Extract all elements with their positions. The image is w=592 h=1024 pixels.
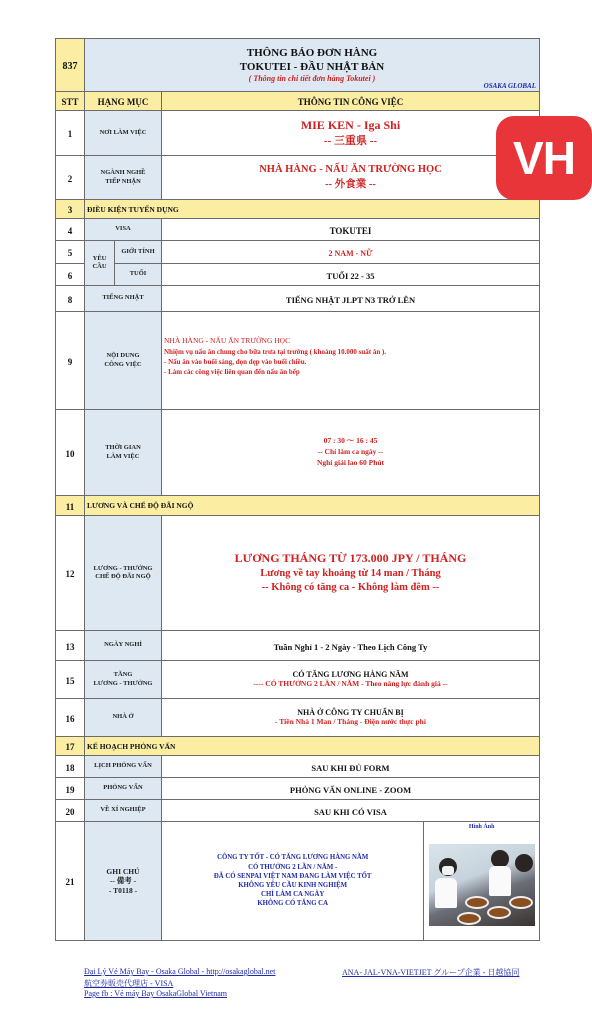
- label-cell: [85, 800, 162, 822]
- value-cell: [162, 241, 540, 264]
- stt-number: 1: [67, 129, 73, 139]
- label-cell: [85, 756, 162, 778]
- category-label-line1: NỘI DUNG: [106, 352, 140, 360]
- stt-cell: [56, 778, 85, 800]
- monthly-salary: LƯƠNG THÁNG TỪ 173.000 JPY / THÁNG: [234, 551, 467, 566]
- section-row: [56, 496, 540, 516]
- label-cell: [85, 410, 162, 496]
- food-plate: [509, 896, 533, 909]
- stt-cell: [56, 241, 85, 264]
- requirement-group-line2: CẦU: [92, 263, 107, 270]
- category-label-line2: LÀM VIỆC: [106, 452, 140, 460]
- value-cell: [162, 312, 540, 410]
- table-row: [56, 286, 540, 312]
- label-cell: [85, 631, 162, 661]
- food-plate: [457, 912, 481, 925]
- value-cell: [162, 778, 540, 800]
- requirement-group-cell: [85, 241, 115, 286]
- entry-timing: SAU KHI CÓ VISA: [314, 806, 387, 817]
- kitchen-photo: [429, 844, 535, 926]
- table-row: [56, 264, 540, 286]
- value-cell: [162, 800, 540, 822]
- notes-block: [162, 853, 423, 908]
- category-label: TUỔI: [129, 270, 147, 278]
- category-label: NƠI LÀM VIỆC: [99, 128, 147, 136]
- category-label: VISA: [115, 225, 131, 233]
- stt-number: 19: [65, 784, 75, 795]
- value-cell: [162, 156, 540, 200]
- industry-jp: -- 外食業 --: [325, 178, 376, 190]
- overtime-note: -- Không có tăng ca - Không làm đêm --: [261, 581, 440, 593]
- label-cell: [85, 699, 162, 737]
- header-title-line2: TOKUTEI - ĐẦU NHẬT BẢN: [239, 60, 385, 73]
- order-sheet: [55, 38, 539, 956]
- section-title: ĐIỀU KIỆN TUYỂN DỤNG: [85, 200, 540, 219]
- table-row: [56, 631, 540, 661]
- housing: NHÀ Ở CÔNG TY CHUẨN BỊ: [297, 707, 404, 717]
- bonus-note: ---- CÓ THƯỞNG 2 LẦN / NĂM - Theo năng lực đánh giá --: [253, 678, 448, 688]
- stt-number: 11: [65, 501, 75, 512]
- job-duty-3: - Làm các công việc liên quan đến nấu ăn bếp: [164, 368, 300, 377]
- category-label-line3: - T0118 -: [108, 885, 138, 895]
- header-title-cell: [85, 39, 540, 92]
- header-subtitle: ( Thông tin chi tiết đơn hàng Tokutei ): [248, 74, 376, 84]
- table-row: [56, 410, 540, 496]
- section-row: [56, 737, 540, 756]
- stt-cell: [56, 200, 85, 219]
- shift-note: -- Chỉ làm ca ngày --: [317, 447, 384, 457]
- header-row: [56, 39, 540, 92]
- note-line: ĐÃ CÓ SENPAI VIỆT NAM ĐANG LÀM VIỆC TỐT: [213, 872, 372, 880]
- stt-number: 16: [65, 713, 75, 724]
- days-off: Tuần Nghỉ 1 - 2 Ngày - Theo Lịch Công Ty: [273, 641, 428, 652]
- stt-number: 9: [67, 356, 73, 367]
- value-cell: [162, 264, 540, 286]
- label-cell: [85, 516, 162, 631]
- category-label-line2: CHẾ ĐỘ ĐÃI NGỘ: [95, 573, 151, 580]
- col-category-label: HẠNG MỤC: [97, 97, 149, 107]
- category-label: VỀ XÍ NGHIỆP: [100, 806, 146, 814]
- value-cell: [162, 410, 540, 496]
- stt-cell: [56, 286, 85, 312]
- value-cell: [162, 286, 540, 312]
- stt-number: 12: [65, 569, 75, 579]
- stt-number: 18: [65, 762, 75, 773]
- stt-cell: [56, 699, 85, 737]
- label-cell: [115, 264, 162, 286]
- child-apron: [489, 866, 511, 896]
- stt-number: 20: [65, 806, 75, 817]
- stt-cell: [56, 264, 85, 286]
- work-location-jp: -- 三重県 --: [323, 134, 378, 147]
- stt-cell: [56, 111, 85, 156]
- note-line: CÓ THƯỞNG 2 LẦN / NĂM -: [248, 863, 338, 871]
- net-salary: Lương về tay khoảng từ 14 man / Tháng: [260, 567, 441, 579]
- stt-cell: [56, 631, 85, 661]
- category-label-line1: GHI CHÚ: [106, 866, 140, 876]
- category-label: TIẾNG NHẬT: [102, 294, 144, 302]
- note-line: CHỈ LÀM CA NGÀY: [261, 891, 325, 899]
- stt-cell: [56, 800, 85, 822]
- vh-logo-badge: VH: [496, 116, 592, 200]
- stt-cell: [56, 410, 85, 496]
- value-cell: [162, 756, 540, 778]
- section-title: LƯƠNG VÀ CHẾ ĐỘ ĐÃI NGỘ: [85, 496, 540, 516]
- stt-number: 8: [67, 294, 73, 305]
- label-cell: [85, 822, 162, 941]
- category-label: NGÀY NGHỈ: [104, 641, 142, 649]
- food-plate: [487, 906, 511, 919]
- table-row: [56, 800, 540, 822]
- footer-facebook-link[interactable]: Page fb : Vé máy Bay OsakaGlobal Vietnam: [84, 989, 227, 998]
- table-row: [56, 241, 540, 264]
- category-label-line2: LƯƠNG - THƯỞNG: [93, 679, 153, 687]
- stt-cell: [56, 312, 85, 410]
- stt-number: 4: [67, 225, 73, 236]
- stt-number: 17: [65, 742, 75, 752]
- gender-requirement: 2 NAM - NỮ: [328, 249, 373, 258]
- brand-label: OSAKA GLOBAL: [483, 82, 536, 90]
- category-label-line1: LƯƠNG - THƯỞNG: [93, 564, 153, 572]
- table-row: [56, 516, 540, 631]
- industry: NHÀ HÀNG - NẤU ĂN TRƯỜNG HỌC: [259, 164, 442, 176]
- footer-partners-link[interactable]: ANA- JAL-VNA-VIETJET グループ企業 - 日越協同: [342, 968, 520, 977]
- interview-schedule: SAU KHI ĐỦ FORM: [311, 762, 390, 773]
- note-line: KHÔNG CÓ TĂNG CA: [257, 900, 328, 908]
- table-row: [56, 756, 540, 778]
- category-label: PHỎNG VẤN: [103, 784, 143, 792]
- value-cell: [162, 111, 540, 156]
- category-label-line1: NGÀNH NGHỀ: [100, 169, 146, 177]
- label-cell: [85, 661, 162, 699]
- label-cell: [85, 219, 162, 241]
- stt-number: 10: [65, 448, 75, 459]
- food-plate: [465, 896, 489, 909]
- stt-cell: [56, 737, 85, 756]
- age-requirement: TUỔI 22 - 35: [326, 270, 375, 281]
- order-number: 837: [62, 61, 78, 72]
- child-mask: [442, 866, 454, 875]
- category-label-line2: CÔNG VIỆC: [104, 360, 142, 368]
- label-cell: [85, 111, 162, 156]
- stt-cell: [56, 219, 85, 241]
- note-line: CÔNG TY TỐT - CÓ TĂNG LƯƠNG HÀNG NĂM: [217, 854, 369, 862]
- interview-method: PHỎNG VẤN ONLINE - ZOOM: [289, 784, 412, 795]
- japanese-level: TIẾNG NHẬT JLPT N3 TRỞ LÊN: [285, 294, 416, 305]
- category-label-line2: TIẾP NHẬN: [105, 177, 141, 185]
- col-header-info: [162, 92, 540, 111]
- label-cell: [85, 286, 162, 312]
- header-title-line1: THÔNG BÁO ĐƠN HÀNG: [246, 46, 378, 59]
- working-hours: 07 : 30 〜 16 : 45: [323, 436, 378, 446]
- category-label-line2: -- 備考 -: [109, 876, 137, 886]
- category-label: LỊCH PHỎNG VẤN: [94, 762, 152, 770]
- visa-type: TOKUTEI: [329, 225, 372, 236]
- stt-cell: [56, 516, 85, 631]
- footer-visa-link[interactable]: 航空券販売代理店 - VISA: [84, 979, 174, 988]
- salary-increase: CÓ TĂNG LƯƠNG HÀNG NĂM: [292, 669, 409, 679]
- child-head: [515, 854, 533, 872]
- stt-cell: [56, 156, 85, 200]
- note-line: KHÔNG YÊU CẦU KINH NGHIỆM: [238, 882, 348, 889]
- table-row: [56, 111, 540, 156]
- requirement-group-line1: YÊU: [92, 254, 107, 262]
- stt-number: 21: [65, 877, 75, 887]
- order-number-cell: [56, 39, 85, 92]
- value-cell: [162, 822, 540, 941]
- value-cell: [162, 516, 540, 631]
- stt-number: 5: [67, 248, 73, 258]
- section-row: [56, 200, 540, 219]
- housing-cost: - Tiền Nhà 1 Man / Tháng - Điện nước thực phí: [275, 716, 426, 726]
- stt-cell: [56, 756, 85, 778]
- value-cell: [162, 661, 540, 699]
- stt-cell: [56, 496, 85, 516]
- table-row: [56, 778, 540, 800]
- category-label: GIỚI TÍNH: [121, 247, 155, 255]
- stt-number: 3: [67, 205, 73, 215]
- child-apron: [435, 878, 457, 908]
- col-header-category: [85, 92, 162, 111]
- col-stt-label: STT: [61, 97, 79, 107]
- category-label-line1: TĂNG: [113, 671, 133, 679]
- job-title: NHÀ HÀNG - NẤU ĂN TRƯỜNG HỌC: [164, 336, 291, 345]
- table-row: [56, 156, 540, 200]
- label-cell: [85, 156, 162, 200]
- table-row: [56, 219, 540, 241]
- work-location: MIE KEN - Iga Shi: [300, 118, 401, 133]
- break-time: Nghỉ giải lao 60 Phút: [316, 457, 385, 467]
- label-cell: [85, 778, 162, 800]
- value-cell: [162, 699, 540, 737]
- job-duty-2: - Nấu ăn vào buổi sáng, dọn dẹp vào buổi chiều.: [164, 358, 307, 367]
- photo-block: [423, 822, 539, 940]
- col-info-label: THÔNG TIN CÔNG VIỆC: [297, 97, 404, 107]
- label-cell: [85, 312, 162, 410]
- order-table: [55, 38, 540, 941]
- stt-number: 13: [65, 641, 75, 652]
- stt-cell: [56, 822, 85, 941]
- notes-layout: [162, 822, 539, 940]
- stt-cell: [56, 661, 85, 699]
- column-header-row: [56, 92, 540, 111]
- table-row: [56, 661, 540, 699]
- photo-caption: Hình Ảnh: [468, 824, 495, 830]
- job-duty-1: Nhiệm vụ nấu ăn chung cho bữa trưa tại trường ( khoảng 10.000 suất ăn ).: [164, 347, 387, 356]
- section-title: KẾ HOẠCH PHỎNG VẤN: [85, 737, 540, 756]
- category-label-line1: THỜI GIAN: [105, 444, 141, 452]
- table-row: [56, 699, 540, 737]
- stt-number: 2: [67, 173, 73, 184]
- label-cell: [115, 241, 162, 264]
- footer-website-link[interactable]: Đại Lý Vé Máy Bay - Osaka Global - http://osakaglobal.net: [84, 967, 276, 976]
- table-row: [56, 822, 540, 941]
- stt-number: 6: [67, 270, 73, 281]
- col-header-stt: [56, 92, 85, 111]
- value-cell: [162, 631, 540, 661]
- stt-number: 15: [65, 675, 75, 686]
- category-label: NHÀ Ở: [112, 713, 134, 721]
- value-cell: [162, 219, 540, 241]
- table-row: [56, 312, 540, 410]
